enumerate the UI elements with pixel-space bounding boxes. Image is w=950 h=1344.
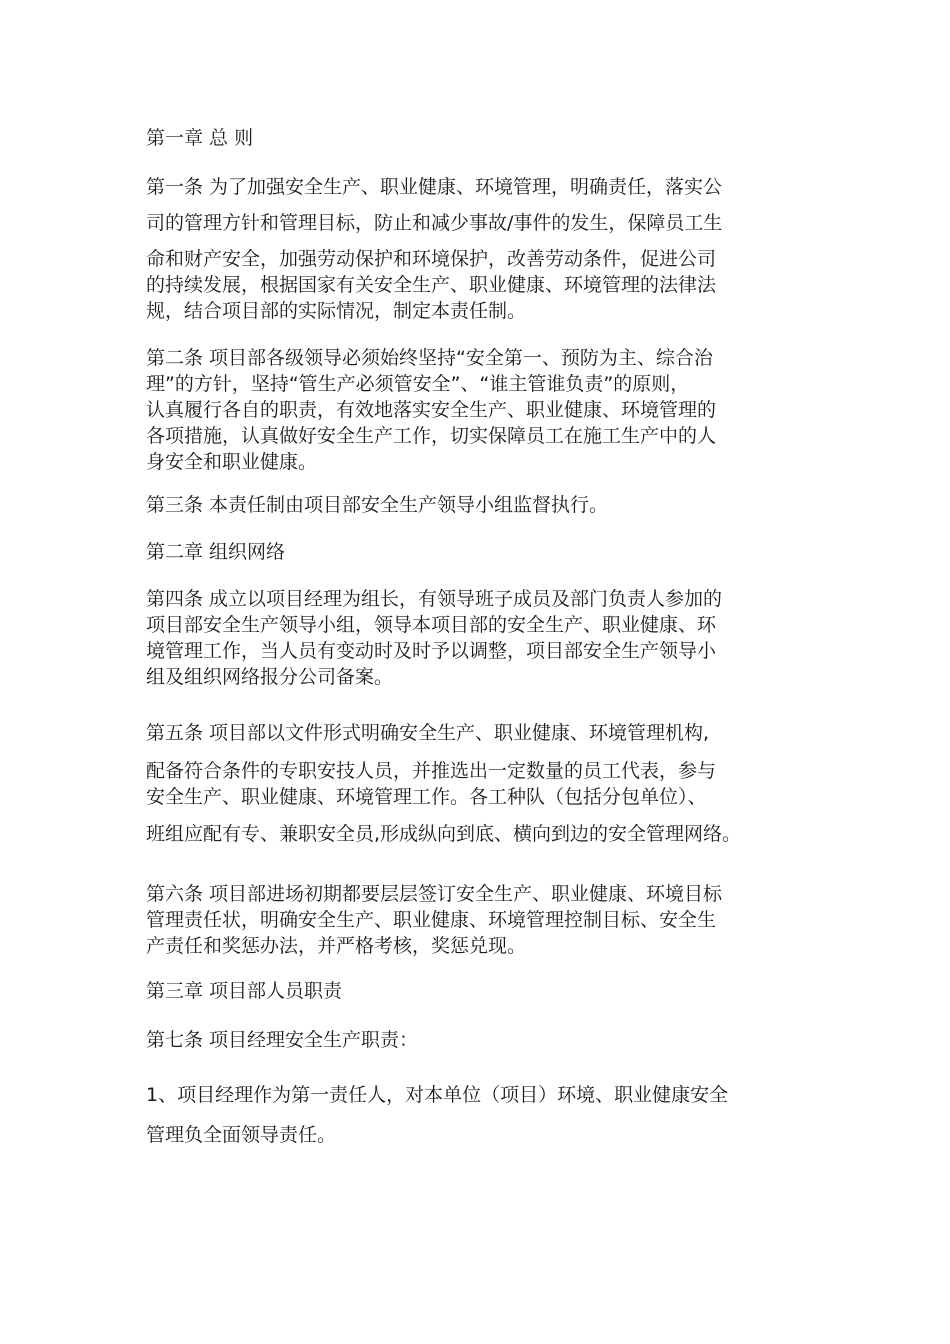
article-1-line-2: 司的管理方针和管理目标，防止和减少事故/事件的发生，保障员工生 (146, 212, 723, 234)
article-6-line-3: 产责任和奖惩办法，并严格考核，奖惩兑现。 (146, 935, 527, 957)
article-4-line-2: 项目部安全生产领导小组，领导本项目部的安全生产、职业健康、环 (146, 614, 717, 636)
article-2-line-3: 认真履行各自的职责，有效地落实安全生产、职业健康、环境管理的 (146, 399, 717, 421)
article-5-line-2: 配备符合条件的专职安技人员，并推选出一定数量的员工代表，参与 (146, 760, 717, 782)
chapter-3-heading: 第三章 项目部人员职责 (146, 980, 343, 1002)
article-2-line-1: 第二条 项目部各级领导必须始终坚持“安全第一、预防为主、综合治 (146, 347, 713, 369)
article-5-line-3: 安全生产、职业健康、环境管理工作。各工种队（包括分包单位）、 (146, 786, 707, 808)
article-6-line-2: 管理责任状，明确安全生产、职业健康、环境管理控制目标、安全生 (146, 909, 717, 931)
chapter-2-heading: 第二章 组织网络 (146, 541, 286, 563)
article-4-line-1: 第四条 成立以项目经理为组长，有领导班子成员及部门负责人参加的 (146, 588, 723, 610)
chapter-1-heading: 第一章 总 则 (146, 127, 254, 149)
article-2-line-5: 身安全和职业健康。 (146, 451, 318, 473)
article-5-line-4: 班组应配有专、兼职安全员,形成纵向到底、横向到边的安全管理网络。 (146, 823, 742, 845)
article-1-line-4: 的持续发展，根据国家有关安全生产、职业健康、环境管理的法律法 (146, 274, 717, 296)
article-1-line-3: 命和财产安全，加强劳动保护和环境保护，改善劳动条件，促进公司 (146, 248, 717, 270)
article-6-line-1: 第六条 项目部进场初期都要层层签订安全生产、职业健康、环境目标 (146, 883, 723, 905)
article-7-line-1: 第七条 项目经理安全生产职责： (146, 1029, 419, 1051)
article-2-line-2: 理”的方针，坚持“管生产必须管安全”、“谁主管谁负责”的原则， (146, 373, 690, 395)
article-3-line-1: 第三条 本责任制由项目部安全生产领导小组监督执行。 (146, 494, 609, 516)
item-1-line-2: 管理负全面领导责任。 (146, 1124, 337, 1146)
article-1-line-1: 第一条 为了加强安全生产、职业健康、环境管理，明确责任，落实公 (146, 176, 723, 198)
article-4-line-3: 境管理工作，当人员有变动时及时予以调整，项目部安全生产领导小 (146, 640, 717, 662)
item-1-line-1: 1、项目经理作为第一责任人，对本单位（项目）环境、职业健康安全 (146, 1084, 729, 1106)
article-4-line-4: 组及组织网络报分公司备案。 (146, 666, 394, 688)
article-5-line-1: 第五条 项目部以文件形式明确安全生产、职业健康、环境管理机构, (146, 722, 710, 744)
article-1-line-5: 规，结合项目部的实际情况，制定本责任制。 (146, 300, 527, 322)
article-2-line-4: 各项措施，认真做好安全生产工作，切实保障员工在施工生产中的人 (146, 425, 717, 447)
